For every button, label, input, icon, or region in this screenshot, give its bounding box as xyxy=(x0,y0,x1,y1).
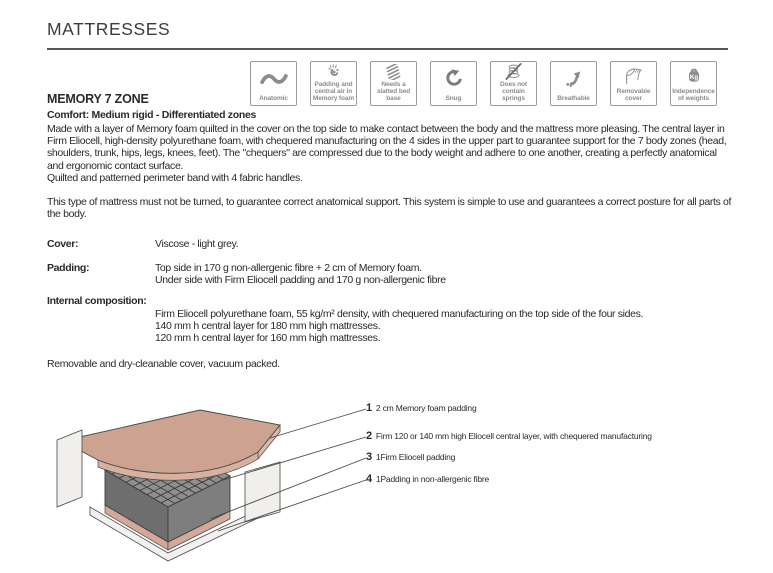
diagram-memory-foam-layer xyxy=(62,410,280,480)
badge-label: Removable cover xyxy=(616,88,651,102)
description-block xyxy=(47,123,735,184)
callout-fibre-padding xyxy=(366,473,489,485)
badge-slatted-bed-base xyxy=(370,61,417,106)
cover-value: Viscose - light grey. xyxy=(155,238,239,250)
spec-cover-row xyxy=(47,238,735,250)
callout-text: Firm 120 or 140 mm high Eliocell central layer, with chequered manufacturing xyxy=(375,431,652,441)
spec-padding-row xyxy=(47,262,735,287)
callout-text: 2 cm Memory foam padding xyxy=(375,403,477,413)
badge-label: Needs a slatted bed base xyxy=(376,81,411,102)
callout-eliocell-central xyxy=(366,430,652,442)
callout-number: 4 xyxy=(366,473,372,485)
badge-independence-of-weights xyxy=(670,61,717,106)
badge-label: Does not contain springs xyxy=(499,81,527,102)
turning-note-paragraph: This type of mattress must not be turned, to guarantee correct anatomical support. This system is simple to use and guarantees a correct posture for all parts of the body. xyxy=(47,196,732,221)
padding-line: Under side with Firm Eliocell padding and 170 g non-allergenic fibre xyxy=(155,274,446,287)
slatted-base-icon xyxy=(384,62,404,81)
comfort-line: Comfort: Medium rigid - Differentiated zones xyxy=(47,109,257,121)
breathable-arrow-icon xyxy=(564,62,584,95)
badge-anatomic xyxy=(250,61,297,106)
callout-number: 3 xyxy=(366,451,372,463)
badge-no-springs xyxy=(490,61,537,106)
internal-composition-label: Internal composition: xyxy=(47,295,147,307)
callout-memory-foam xyxy=(366,402,476,414)
crossed-spring-icon xyxy=(504,62,523,81)
kg-icon-text: Kg xyxy=(689,73,698,81)
product-name: MEMORY 7 ZONE xyxy=(47,92,149,106)
anatomic-wave-icon xyxy=(259,62,289,95)
padding-label: Padding: xyxy=(47,262,90,274)
padding-line: Top side in 170 g non-allergenic fibre + 2 cm of Memory foam. xyxy=(155,262,422,274)
feature-badge-row xyxy=(250,61,717,106)
description-paragraph: Quilted and patterned perimeter band with 4 fabric handles. xyxy=(47,171,303,184)
hand-memory-foam-icon xyxy=(325,62,343,81)
badge-label: Independence of weights xyxy=(672,88,715,102)
callout-text: 1Padding in non-allergenic fibre xyxy=(375,474,490,484)
snug-arrow-icon xyxy=(443,62,464,95)
zipper-cover-icon xyxy=(623,62,644,88)
description-paragraph: Made with a layer of Memory foam quilted in the cover on the top side to make contact between the body and the mattress more pleasing. The central layer in Firm Eliocell, high-density polyurethane foam, with chequered manufacturing on the 4 sides in the upper part to guarantee support for the 7 body zones (head, shoulders, trunk, hips, legs, knees, feet). The "chequers" are compressed due to the body weight and adhere to one another, creating a perfectly anatomical and ergonomic contact surface. xyxy=(47,123,727,172)
callout-eliocell-padding xyxy=(366,451,455,463)
badge-removable-cover xyxy=(610,61,657,106)
badge-label: Anatomic xyxy=(259,95,288,102)
page-title: MATTRESSES xyxy=(47,19,171,39)
header-divider xyxy=(47,48,728,50)
mattress-cutaway-diagram xyxy=(50,395,380,573)
badge-breathable xyxy=(550,61,597,106)
internal-line: Firm Eliocell polyurethane foam, 55 kg/m² density, with chequered manufacturing on the top side of the four sides. xyxy=(155,308,644,320)
cover-label: Cover: xyxy=(47,238,79,250)
badge-label: Breathable xyxy=(557,95,590,102)
padding-values xyxy=(155,262,730,286)
internal-line: 140 mm h central layer for 180 mm high mattresses. xyxy=(155,320,381,333)
badge-padding-memory-foam xyxy=(310,61,357,106)
callout-number: 1 xyxy=(366,402,372,414)
kg-weight-icon xyxy=(684,62,704,88)
badge-label: Snug xyxy=(445,95,462,102)
callout-text: 1Firm Eliocell padding xyxy=(375,452,456,462)
badge-label: Padding and central air in Memory foam xyxy=(312,81,355,102)
badge-snug xyxy=(430,61,477,106)
internal-composition-values xyxy=(155,308,735,345)
cover-care-note: Removable and dry-cleanable cover, vacuum packed. xyxy=(47,358,280,370)
callout-number: 2 xyxy=(366,430,372,442)
internal-line: 120 mm h central layer for 160 mm high mattresses. xyxy=(155,332,381,345)
